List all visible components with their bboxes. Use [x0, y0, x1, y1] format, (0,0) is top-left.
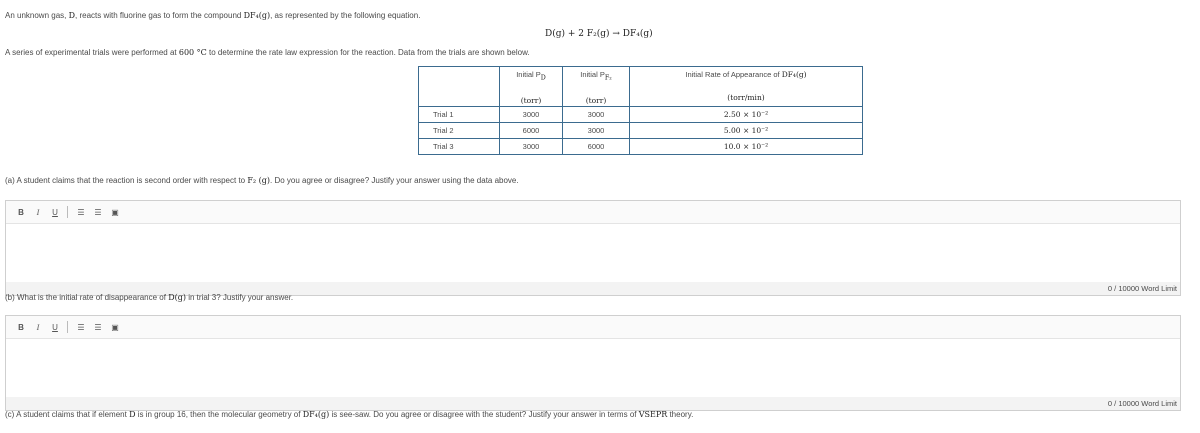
trial-label: Trial 1 [419, 107, 500, 123]
question-text-part: (c) A student claims that if element [5, 410, 130, 419]
intro-text-part: An unknown gas, [5, 11, 69, 20]
header-unit: (torr/min) [727, 93, 765, 102]
question-text-part: is in group 16, then the molecular geometry of [135, 410, 303, 419]
question-a [5, 176, 519, 185]
answer-editor-a [5, 200, 1181, 296]
compound-formula: DF₄(g) [243, 11, 271, 20]
trials-description [5, 48, 530, 57]
header-unit: (torr) [520, 95, 542, 105]
header-initial-pf2 [563, 67, 630, 107]
rate-value: 10.0 × 10⁻² [630, 139, 863, 155]
intro-text [5, 11, 420, 20]
rate-value: 5.00 × 10⁻² [630, 123, 863, 139]
table-row [419, 107, 863, 123]
intro-text-part: , as represented by the following equation. [270, 11, 421, 20]
header-initial-rate [630, 67, 863, 107]
pd-value: 6000 [500, 123, 563, 139]
insert-image-icon[interactable]: ▣ [111, 207, 119, 217]
pf2-value: 3000 [563, 107, 630, 123]
underline-button[interactable]: U [52, 322, 58, 332]
header-initial-pd [500, 67, 563, 107]
header-subscript: F₂ [604, 74, 612, 82]
underline-button[interactable]: U [52, 207, 58, 217]
pd-value: 3000 [500, 107, 563, 123]
temperature: 600 °C [178, 48, 207, 57]
header-label: Initial Rate of Appearance of [685, 70, 782, 79]
header-label: Initial P [580, 70, 605, 79]
answer-input-a[interactable] [6, 224, 1180, 282]
trials-table [418, 66, 863, 155]
header-label: Initial P [516, 70, 541, 79]
bold-button[interactable]: B [18, 322, 24, 332]
word-limit-counter: 0 / 10000 Word Limit [6, 282, 1180, 295]
question-text-part: is see-saw. Do you agree or disagree with the student? Justify your answer in terms of [329, 410, 639, 419]
insert-image-icon[interactable]: ▣ [111, 322, 119, 332]
question-formula: VSEPR [638, 410, 668, 419]
bold-button[interactable]: B [18, 207, 24, 217]
question-b [5, 293, 293, 302]
bullet-list-icon[interactable]: ☰ [77, 207, 85, 217]
trials-text-part: to determine the rate law expression for the reaction. Data from the trials are shown below. [206, 48, 530, 57]
pf2-value: 3000 [563, 123, 630, 139]
table-row [419, 123, 863, 139]
gas-symbol: D [68, 11, 76, 20]
question-text-part: (a) A student claims that the reaction is second order with respect to [5, 176, 248, 185]
toolbar-divider [67, 321, 68, 333]
answer-editor-b [5, 315, 1181, 411]
numbered-list-icon[interactable]: ☰ [94, 322, 102, 332]
answer-input-b[interactable] [6, 339, 1180, 397]
pf2-value: 6000 [563, 139, 630, 155]
table-header-row [419, 67, 863, 107]
italic-button[interactable]: I [36, 207, 40, 217]
reaction-equation: D(g) + 2 F₂(g) → DF₄(g) [545, 29, 653, 39]
header-unit: (torr) [585, 95, 607, 105]
question-text-part: (b) What is the initial rate of disappearance of [5, 293, 169, 302]
question-text-part: in trial 3? Justify your answer. [185, 293, 294, 302]
rate-value: 2.50 × 10⁻² [630, 107, 863, 123]
table-row [419, 139, 863, 155]
trial-label: Trial 3 [419, 139, 500, 155]
trials-text-part: A series of experimental trials were performed at [5, 48, 179, 57]
question-formula: D [129, 410, 136, 419]
toolbar-divider [67, 206, 68, 218]
question-c [5, 410, 693, 419]
question-formula: DF₄(g) [302, 410, 330, 419]
intro-text-part: , reacts with fluorine gas to form the compound [75, 11, 244, 20]
header-trial [419, 67, 500, 107]
question-formula: D(g) [168, 293, 186, 302]
header-formula: DF₄(g) [781, 70, 807, 79]
editor-toolbar [6, 201, 1180, 224]
bullet-list-icon[interactable]: ☰ [77, 322, 85, 332]
header-subscript: D [540, 74, 546, 82]
question-formula: F₂ (g) [247, 176, 271, 185]
italic-button[interactable]: I [36, 322, 40, 332]
word-limit-counter: 0 / 10000 Word Limit [6, 397, 1180, 410]
question-text-part: theory. [667, 410, 694, 419]
numbered-list-icon[interactable]: ☰ [94, 207, 102, 217]
editor-toolbar [6, 316, 1180, 339]
pd-value: 3000 [500, 139, 563, 155]
question-text-part: . Do you agree or disagree? Justify your answer using the data above. [270, 176, 519, 185]
trial-label: Trial 2 [419, 123, 500, 139]
